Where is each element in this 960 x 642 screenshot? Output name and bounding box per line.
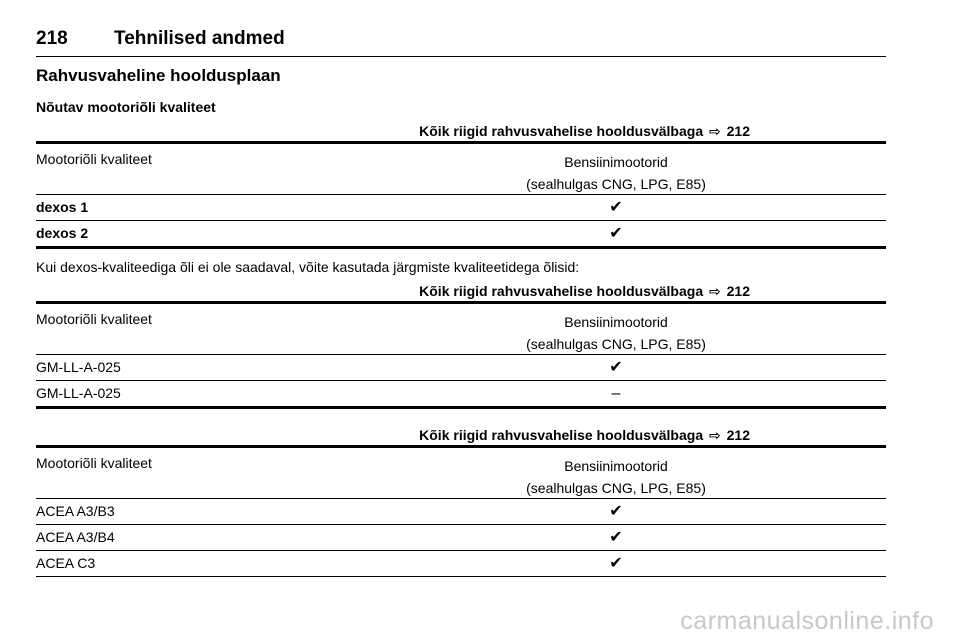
oil-grade: dexos 2: [36, 225, 89, 241]
table-caption: [36, 121, 886, 144]
column-label: Mootoriõli kvaliteet: [36, 151, 152, 167]
engine-note: (sealhulgas CNG, LPG, E85): [526, 176, 706, 192]
oil-grade: GM-LL-A-025: [36, 385, 121, 401]
caption-text: Kõik riigid rahvusvahelise hooldusvälbaga: [419, 283, 704, 299]
caption-text: Kõik riigid rahvusvahelise hooldusvälbaga: [419, 123, 704, 139]
caption-page-ref[interactable]: 212: [726, 123, 750, 139]
alternative-oil-note: Kui dexos-kvaliteediga õli ei ole saadaval, võite kasutada järgmiste kvaliteetidega õlisid:: [36, 259, 580, 275]
table-header: [36, 448, 886, 499]
caption-text: Kõik riigid rahvusvahelise hooldusvälbaga: [419, 427, 704, 443]
section-title: Rahvusvaheline hooldusplaan: [36, 66, 281, 85]
table-row: [36, 381, 886, 409]
table-row: [36, 551, 886, 577]
oil-grade: dexos 1: [36, 199, 89, 215]
engine-column-header: [456, 311, 776, 355]
engine-note: (sealhulgas CNG, LPG, E85): [526, 480, 706, 496]
engine-type: Bensiinimootorid: [564, 314, 668, 330]
table-header: [36, 304, 886, 355]
table-row: [36, 525, 886, 551]
check-icon: ✔: [609, 555, 623, 572]
check-icon: ✔: [609, 225, 623, 242]
oil-quality-table-dexos: [36, 121, 886, 249]
oil-grade: ACEA C3: [36, 555, 96, 571]
check-icon: ✔: [609, 359, 623, 376]
engine-column-header: [456, 455, 776, 499]
check-icon: ✔: [609, 503, 623, 520]
table-header: [36, 144, 886, 195]
table-caption: [36, 281, 886, 304]
column-label: Mootoriõli kvaliteet: [36, 311, 152, 327]
watermark: carmanualsonline.info: [680, 607, 934, 635]
check-icon: ✔: [609, 199, 623, 216]
page-header: [36, 28, 886, 57]
check-icon: ✔: [609, 529, 623, 546]
oil-quality-table-gm: [36, 281, 886, 409]
oil-grade: ACEA A3/B4: [36, 529, 115, 545]
table-caption: [36, 425, 886, 448]
caption-page-ref[interactable]: 212: [726, 283, 750, 299]
page-reference-arrow-icon: ⇨: [709, 427, 721, 443]
page-number: 218: [36, 28, 68, 49]
table-row: [36, 221, 886, 249]
engine-note: (sealhulgas CNG, LPG, E85): [526, 336, 706, 352]
engine-type: Bensiinimootorid: [564, 458, 668, 474]
oil-quality-table-acea: [36, 425, 886, 577]
dash-icon: –: [611, 385, 621, 402]
engine-column-header: [456, 151, 776, 195]
table-row: [36, 355, 886, 381]
column-label: Mootoriõli kvaliteet: [36, 455, 152, 471]
oil-grade: GM-LL-A-025: [36, 359, 121, 375]
chapter-title: Tehnilised andmed: [114, 28, 285, 49]
page-reference-arrow-icon: ⇨: [709, 283, 721, 299]
caption-page-ref[interactable]: 212: [726, 427, 750, 443]
table-row: [36, 499, 886, 525]
table-row: [36, 195, 886, 221]
oil-grade: ACEA A3/B3: [36, 503, 115, 519]
subsection-title: Nõutav mootoriõli kvaliteet: [36, 99, 216, 115]
engine-type: Bensiinimootorid: [564, 154, 668, 170]
page-reference-arrow-icon: ⇨: [709, 123, 721, 139]
